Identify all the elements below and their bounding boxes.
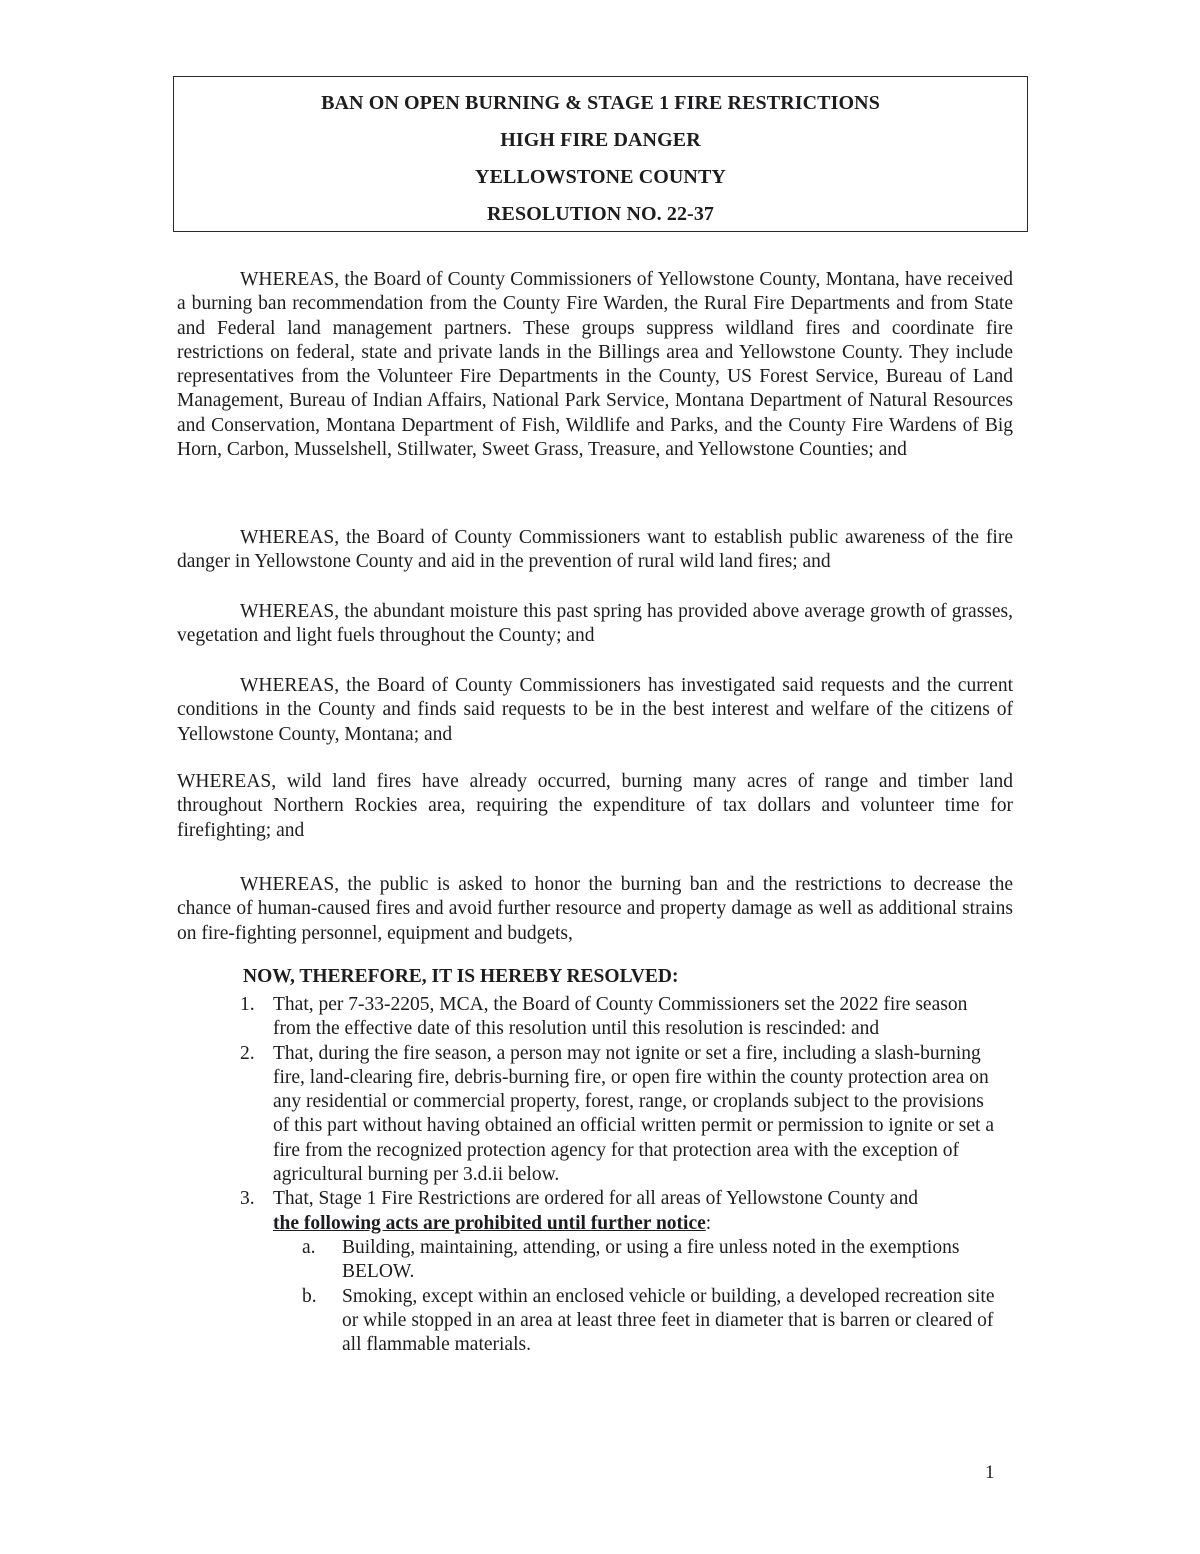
sub-item-text: Smoking, except within an enclosed vehicle or building, a developed recreation site or while stopped in an area at least three feet in diameter that is barren or cleared of all flammable materials.: [342, 1285, 995, 1356]
list-item: [240, 1042, 1000, 1188]
item-text: That, Stage 1 Fire Restrictions are ordered for all areas of Yellowstone County and: [273, 1188, 918, 1210]
title-line-1: BAN ON OPEN BURNING & STAGE 1 FIRE RESTRICTIONS: [321, 92, 880, 114]
item-number: 1.: [240, 994, 255, 1015]
item-number: 3.: [240, 1188, 255, 1210]
whereas-paragraph-5: WHEREAS, wild land fires have already occurred, burning many acres of range and timber land throughout Northern Rockies area, requiring the expenditure of tax dollars and volunteer time for firefighting; and: [177, 771, 1013, 841]
list-item: [302, 1285, 1000, 1358]
resolution-number: RESOLUTION NO. 22-37: [486, 203, 715, 225]
list-item: [240, 1187, 1000, 1236]
title-line-3: YELLOWSTONE COUNTY: [475, 166, 726, 188]
prohibited-notice: the following acts are prohibited until further notice: [273, 1212, 706, 1234]
sub-item-letter: b.: [302, 1285, 317, 1307]
resolution-list: [240, 993, 1000, 1357]
list-item: [240, 993, 1000, 1042]
whereas-paragraph-2: WHEREAS, the Board of County Commissioners want to establish public awareness of the fire danger in Yellowstone County and aid in the prevention of rural wild land fires; and: [177, 527, 1013, 573]
item-text-group: [273, 1187, 1000, 1236]
list-item: [302, 1236, 1000, 1285]
whereas-paragraph-3: WHEREAS, the abundant moisture this past spring has provided above average growth of grasses, vegetation and light fuels throughout the County; and: [177, 601, 1013, 647]
sub-item-text: Building, maintaining, attending, or using a fire unless noted in the exemptions BELOW.: [342, 1236, 960, 1283]
whereas-paragraph-6: WHEREAS, the public is asked to honor the burning ban and the restrictions to decrease the chance of human-caused fires and avoid further resource and property damage as well as additional strains on fire-fighting personnel, equipment and budgets,: [177, 874, 1013, 944]
title-box: [173, 76, 1028, 232]
item-text: That, per 7-33-2205, MCA, the Board of County Commissioners set the 2022 fire season from the effective date of this resolution until this resolution is rescinded: and: [273, 994, 968, 1040]
resolved-heading: NOW, THEREFORE, IT IS HEREBY RESOLVED:: [243, 966, 679, 987]
page-number: 1: [985, 1462, 995, 1483]
item-number: 2.: [240, 1042, 255, 1064]
whereas-paragraph-4: WHEREAS, the Board of County Commissioners has investigated said requests and the current conditions in the County and finds said requests to be in the best interest and welfare of the citizens of Yellowstone County, Montana; and: [177, 675, 1013, 745]
title-line-2: HIGH FIRE DANGER: [500, 129, 701, 151]
notice-colon: :: [705, 1212, 712, 1234]
whereas-paragraph-1: WHEREAS, the Board of County Commissioners of Yellowstone County, Montana, have received a burning ban recommendation from the County Fire Warden, the Rural Fire Departments and from State and Federal land management partners. These groups suppress wildland fires and coordinate fire restrictions on federal, state and private lands in the Billings area and Yellowstone County. They include representatives from the Volunteer Fire Departments in the County, US Forest Service, Bureau of Land Management, Bureau of Indian Affairs, National Park Service, Montana Department of Natural Resources and Conservation, Montana Department of Fish, Wildlife and Parks, and the County Fire Wardens of Big Horn, Carbon, Musselshell, Stillwater, Sweet Grass, Treasure, and Yellowstone Counties; and: [177, 269, 1013, 461]
sub-item-letter: a.: [302, 1236, 316, 1258]
item-text: That, during the fire season, a person may not ignite or set a fire, including a slash-burning fire, land-clearing fire, debris-burning fire, or open fire within the county protection area on any residential or commercial property, forest, range, or croplands subject to the provisions of this part without having obtained an official written permit or permission to ignite or set a fire from the recognized protection agency for that protection area with the exception of agricultural burning per 3.d.ii below.: [273, 1042, 994, 1186]
prohibited-acts-list: [302, 1236, 1000, 1357]
